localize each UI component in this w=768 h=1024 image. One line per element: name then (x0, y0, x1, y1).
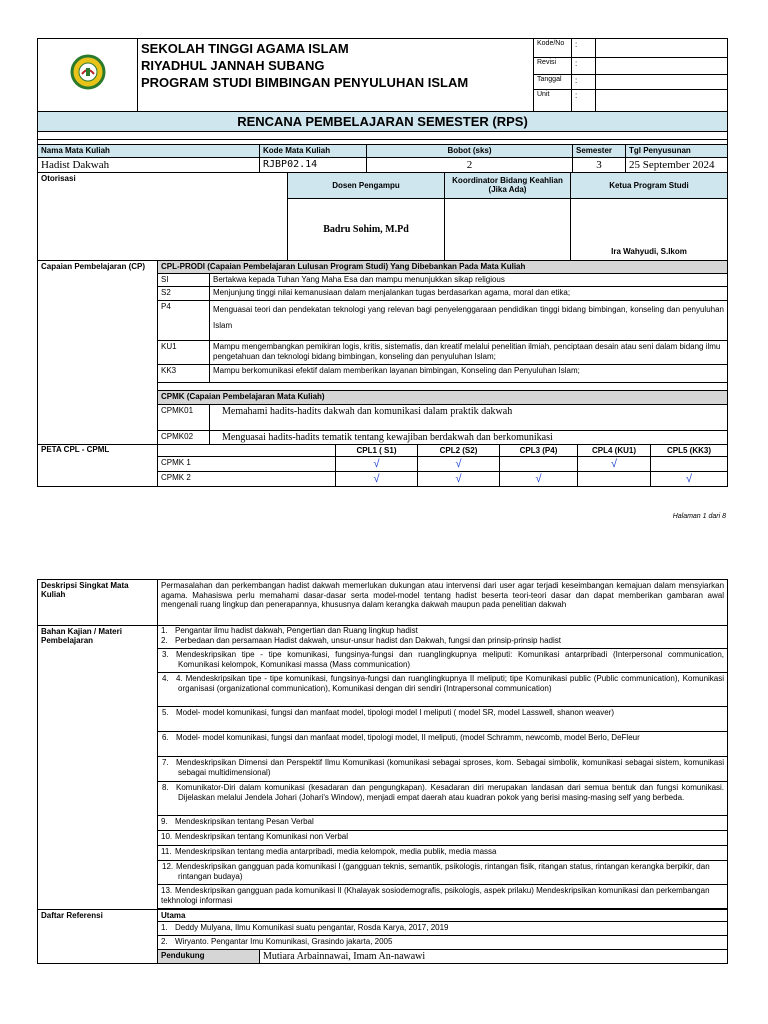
page-footer: Halaman 1 dari 8 (672, 513, 726, 520)
cpmk-text: Memahami hadits-hadits dakwah dan komunikasi dalam praktik dakwah (210, 404, 728, 430)
ref-main-header: Utama (158, 910, 728, 922)
head-name: Ira Wahyudi, S.Ikom (571, 198, 728, 260)
material-item (158, 846, 728, 861)
peta-mark (578, 471, 651, 486)
peta-col: CPL1 ( S1) (336, 444, 418, 456)
material-text: Pengantar ilmu hadist dakwah, Pengertian dan Ruang lingkup hadist (175, 626, 418, 635)
peta-col: CPL5 (KK3) (651, 444, 728, 456)
h-course-name: Nama Mata Kuliah (38, 144, 260, 157)
cpmk-text: Menguasai hadits-hadits tematik tentang kewajiban berdakwah dan berkomunikasi (210, 430, 728, 444)
doc-title: RENCANA PEMBELAJARAN SEMESTER (RPS) (38, 111, 728, 131)
meta-label: Tanggal (534, 74, 572, 89)
cpmk-code: CPMK01 (158, 404, 210, 430)
cp-label: Capaian Pembelajaran (CP) (38, 260, 158, 444)
authorization-label: Otorisasi (38, 172, 288, 260)
cpmk-code: CPMK02 (158, 430, 210, 444)
cpl-text: Menguasai teori dan pendekatan teknologi yang relevan bagi penyelenggaraan pendidikan tinggi bidang bimbingan, konseling dan penyuluhan Islam (210, 300, 728, 340)
material-num: 2. (161, 636, 168, 645)
peta-col: CPL3 (P4) (500, 444, 578, 456)
h-course-code: Kode Mata Kuliah (260, 144, 367, 157)
material-text: Mendeskripsikan tentang Komunikasi non Verbal (175, 832, 348, 841)
school-name-2: RIYADHUL JANNAH SUBANG (138, 57, 534, 74)
material-item (158, 626, 728, 649)
coordinator-name (445, 198, 571, 260)
meta-label: Revisi (534, 57, 572, 74)
cpl-code: S2 (158, 286, 210, 300)
peta-mark (651, 456, 728, 471)
material-num: 10. (161, 832, 173, 841)
meta-value (596, 39, 728, 58)
ref-text: Wiryanto. Pengantar Imu Komunikasi, Grasindo jakarta, 2005 (175, 937, 393, 946)
material-item (158, 649, 728, 673)
meta-label: Kode/No (534, 39, 572, 58)
h-credits: Bobot (sks) (367, 144, 573, 157)
ref-num: 2. (161, 937, 168, 946)
course-name: Hadist Dakwah (38, 157, 260, 172)
material-text: Mendeskripsikan gangguan pada komunikasi I (gangguan teknis, semantik, psikologis, rintangan fisik, ritangan status, rintangan kerangka berpikir, dan rintangan budaya) (176, 862, 710, 881)
ref-text: Deddy Mulyana, Ilmu Komunikasi suatu pengantar, Rosda Karya, 2017, 2019 (175, 923, 449, 932)
material-text: Mendeskripsikan tentang media antarpribadi, media kelompok, media publik, media massa (175, 847, 497, 856)
ref-item (158, 922, 728, 936)
material-num: 13. (161, 886, 173, 895)
header-table (37, 38, 728, 145)
peta-mark (500, 456, 578, 471)
material-text: Model- model komunikasi, fungsi dan manfaat model, tipologi model I meliputi ( model SR, model Lasswell, shanon weaver) (176, 708, 614, 717)
cpl-text: Mampu berkomunikasi efektif dalam memberikan layanan bimbingan, Konseling dan Penyuluhan Islam; (210, 364, 728, 382)
peta-mark: √ (336, 471, 418, 486)
cpl-code: SI (158, 273, 210, 286)
school-name-1: SEKOLAH TINGGI AGAMA ISLAM (138, 39, 534, 58)
material-item (158, 831, 728, 846)
meta-sep: : (572, 74, 596, 89)
material-item (158, 673, 728, 707)
material-num: 7. (162, 758, 169, 767)
material-item (158, 885, 728, 909)
material-text: 4. Mendeskripsikan tipe - tipe komunikasi, fungsinya-fungsi dan ruanglingkupnya II meliputi; tipe Komunikasi public (Public communication), Komunikasi organisasi (organizational communication), Komunikasi dengan diri sendiri (Intrapersonal communication) (176, 674, 725, 693)
material-num: 8. (162, 783, 169, 792)
meta-sep: : (572, 89, 596, 111)
material-num: 5. (162, 708, 169, 717)
meta-sep: : (572, 39, 596, 58)
cpl-text: Menjunjung tinggi nilai kemanusiaan dalam menjalankan tugas berdasarkan agama, moral dan etika; (210, 286, 728, 300)
material-text: Model- model komunikasi, fungsi dan manfaat model, tipologi model, II meliputi, (model Schramm, newcomb, model Berlo, DeFleur (176, 733, 640, 742)
peta-mark: √ (418, 456, 500, 471)
material-item (158, 861, 728, 885)
ref-support-header: Pendukung (158, 950, 260, 964)
material-text: Perbedaan dan persamaan Hadist dakwah, unsur-unsur hadist dan Dakwah, fungsi dan prinsip-prinsip hadist (175, 636, 562, 645)
peta-row-name: CPMK 2 (158, 471, 336, 486)
peta-table (37, 444, 728, 487)
material-num: 9. (161, 817, 168, 826)
ref-num: 1. (161, 923, 168, 932)
material-text: Mendeskripsikan gangguan pada komunikasi II (Khalayak sosiodemografis, psikologis, aspek prilaku) Mendeskripsikan komunikasi dan perkembangan tekhnologi informasi (161, 886, 710, 905)
meta-value (596, 89, 728, 111)
cpl-code: P4 (158, 300, 210, 340)
school-logo-icon (70, 54, 106, 90)
course-credits: 2 (367, 157, 573, 172)
description-label: Deskripsi Singkat Mata Kuliah (38, 580, 158, 626)
material-text: Mendeskripsikan Dimensi dan Perspektif Ilmu Komunikasi (komunikasi sebagai sproses, kom. Sebagai simbolik, komunikasi sebagai sistem, komunikasi sebagai multidimensional) (176, 758, 725, 777)
material-num: 11. (161, 847, 172, 856)
cpmk-header: CPMK (Capaian Pembelajaran Mata Kuliah) (158, 390, 728, 404)
cpl-text: Mampu mengembangkan pemikiran logis, kritis, sistematis, dan kreatif melalui penelitian ilmiah, penciptaan desain atau seni dalam bidang ilmu pengetahuan dan teknologi bidang bimbingan, konseling dan penyuluhan Islam; (210, 340, 728, 364)
material-num: 3. (162, 650, 169, 659)
page-1 (37, 38, 727, 487)
h-lecturer: Dosen Pengampu (288, 172, 445, 198)
cpl-code: KK3 (158, 364, 210, 382)
program-name: PROGRAM STUDI BIMBINGAN PENYULUHAN ISLAM (138, 74, 534, 111)
course-date: 25 September 2024 (626, 157, 728, 172)
ref-item (158, 936, 728, 950)
peta-mark: √ (578, 456, 651, 471)
h-semester: Semester (573, 144, 626, 157)
material-text: Mendeskripsikan tentang Pesan Verbal (175, 817, 314, 826)
material-num: 12. (162, 862, 174, 871)
peta-mark: √ (651, 471, 728, 486)
spacer-row (158, 382, 728, 390)
peta-mark: √ (500, 471, 578, 486)
h-coordinator: Koordinator Bidang Keahlian (Jika Ada) (445, 172, 571, 198)
logo-cell (38, 39, 138, 112)
meta-value (596, 57, 728, 74)
material-item (158, 732, 728, 757)
peta-blank (158, 444, 336, 456)
peta-row-name: CPMK 1 (158, 456, 336, 471)
meta-label: Unit (534, 89, 572, 111)
peta-col: CPL4 (KU1) (578, 444, 651, 456)
peta-mark: √ (418, 471, 500, 486)
peta-label: PETA CPL - CPML (38, 444, 158, 486)
lecturer-name: Badru Sohim, M.Pd (288, 198, 445, 260)
h-head: Ketua Program Studi (571, 172, 728, 198)
references-label: Daftar Referensi (38, 910, 158, 964)
material-num: 6. (162, 733, 169, 742)
description-text: Permasalahan dan perkembangan hadist dakwah memerlukan dukungan atau intervensi dari user agar terjadi keseimbangan kemajuan dalam mensyiarkan agama. Mahasiswa perlu memahami dasar-dasar serta model-model tentang hadist beserta teori-teori dasar dan dapat memberikan gambaran awal mengenali ruang lingkup dan penerapannya, khususnya dalam kerangka dakwah maupun pada penelitian dakwah (158, 580, 728, 626)
material-item (158, 707, 728, 732)
spacer-row (38, 131, 728, 139)
material-item (158, 782, 728, 816)
materials-label: Bahan Kajian / Materi Pembelajaran (38, 626, 158, 910)
material-num: 4. (162, 674, 169, 683)
cp-table (37, 260, 728, 445)
course-table (37, 144, 728, 173)
meta-sep: : (572, 57, 596, 74)
cpl-prodi-header: CPL-PRODI (Capaian Pembelajaran Lulusan Program Studi) Yang Dibebankan Pada Mata Kuliah (158, 260, 728, 273)
meta-value (596, 74, 728, 89)
page-2 (37, 579, 727, 964)
course-semester: 3 (573, 157, 626, 172)
course-code: RJBP02.14 (260, 157, 367, 172)
h-date: Tgl Penyusunan (626, 144, 728, 157)
authorization-table (37, 172, 728, 261)
cpl-text: Bertakwa kepada Tuhan Yang Maha Esa dan mampu menunjukkan sikap religious (210, 273, 728, 286)
ref-support-text: Mutiara Arbainnawai, Imam An-nawawi (260, 950, 728, 964)
peta-col: CPL2 (S2) (418, 444, 500, 456)
content-table (37, 579, 728, 964)
material-num: 1. (161, 626, 168, 635)
peta-mark: √ (336, 456, 418, 471)
material-item (158, 816, 728, 831)
material-text: Komunikator-Diri dalam komunikasi (kesadaran dan pengungkapan). Kesadaran diri merupakan landasan dari semua bentuk dan fungsi komunikasi. Dijelaskan melalui Jendela Johari (Johari's Window), menjadi empat daerah atau kuadran pokok yang berisi masing-masing self yang berbeda. (176, 783, 725, 802)
material-text: Mendeskripsikan tipe - tipe komunikasi, fungsinya-fungsi dan ruanglingkupnya meliputi: Komunikasi antarpribadi (Interpersonal communication, Komunikasi kelompok, Komunikasi massa (Mass communication) (176, 650, 725, 669)
material-item (158, 757, 728, 782)
cpl-code: KU1 (158, 340, 210, 364)
